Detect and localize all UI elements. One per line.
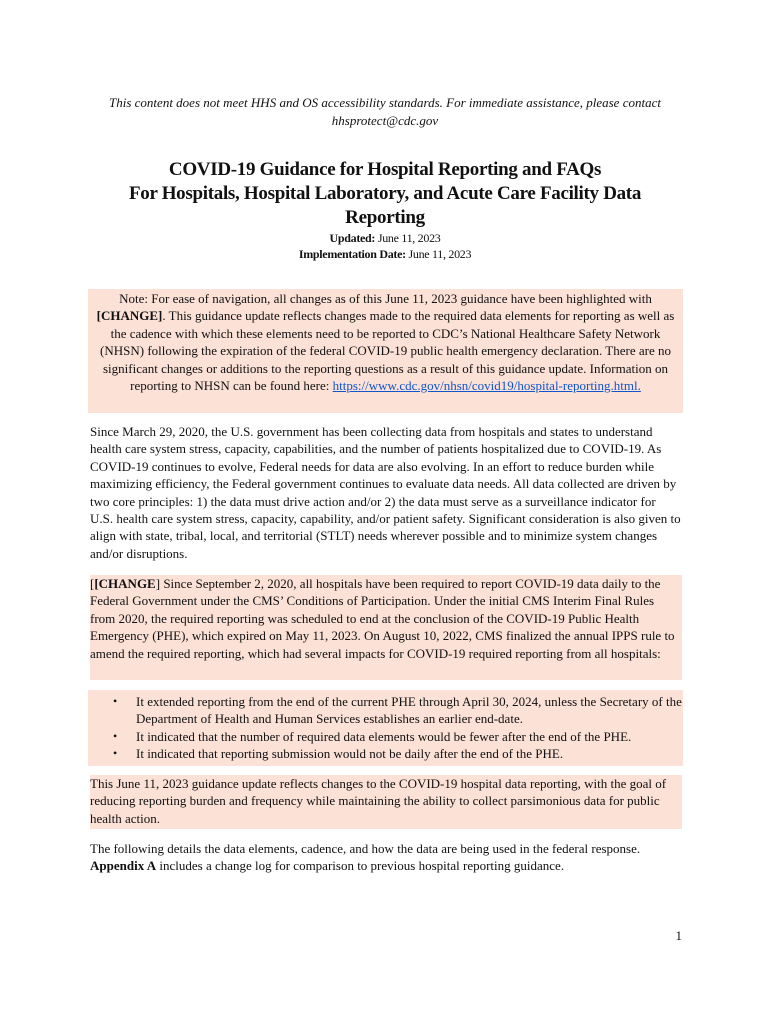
- implementation-value: June 11, 2023: [405, 247, 472, 261]
- list-item-text: It indicated that the number of required data elements would be fewer after the end of the PHE.: [136, 728, 632, 744]
- paragraph-guidance-update: This June 11, 2023 guidance update reflects changes to the COVID-19 hospital data reporting, with the goal of reducing reporting burden and frequency while maintaining the ability to collect parsimonious data for public health action.: [90, 775, 682, 829]
- implementation-date: [90, 246, 680, 262]
- list-item-text: It indicated that reporting submission would not be daily after the end of the PHE.: [136, 746, 564, 762]
- note-change-tag: [CHANGE]: [96, 308, 163, 324]
- note-text-start: Note: For ease of navigation, all changes as of this June 11, 2023 guidance have been highlighted with: [119, 291, 652, 306]
- title-line-3: Reporting: [345, 207, 425, 228]
- impacts-list: [88, 690, 683, 766]
- updated-date: [90, 230, 680, 246]
- implementation-label: Implementation Date:: [298, 247, 406, 261]
- accessibility-disclaimer: This content does not meet HHS and OS accessibility standards. For immediate assistance, please contact hhsprotect@cdc.gov: [109, 95, 661, 128]
- bullet-icon: •: [113, 694, 118, 708]
- list-item: [88, 693, 683, 728]
- bullet-icon: •: [113, 746, 118, 761]
- title-line-1: COVID-19 Guidance for Hospital Reporting and FAQs: [168, 159, 602, 180]
- page-number: 1: [675, 928, 682, 943]
- updated-value: June 11, 2023: [375, 231, 441, 245]
- list-item: [88, 728, 683, 745]
- nhsn-link[interactable]: https://www.cdc.gov/nhsn/covid19/hospital-reporting.html.: [332, 378, 641, 394]
- appendix-reference: Appendix A: [90, 858, 157, 874]
- paragraph-change-tag: [CHANGE: [94, 576, 156, 591]
- paragraph-details: [90, 840, 682, 875]
- paragraph-change-open: [: [90, 576, 95, 591]
- paragraph-change-reporting: [90, 575, 682, 680]
- note-text-mid: . This guidance update reflects changes made to the required data elements for reporting as well as the cadence with which these elements need to be reported to CDC’s National Healthcare Safety Network (NHSN) following the expiration of the federal COVID-19 public health emergency declaration. There are no significant changes or additions to the reporting questions as a result of this guidance update. Information on reporting to NHSN can be found here:: [100, 308, 675, 394]
- navigation-note: [88, 289, 683, 413]
- list-item: [88, 745, 683, 762]
- document-dates: [90, 230, 680, 262]
- details-text-end: includes a change log for comparison to previous hospital reporting guidance.: [156, 858, 565, 874]
- paragraph-background: Since March 29, 2020, the U.S. government has been collecting data from hospitals and states to understand health care system stress, capacity, capabilities, and the number of patients hospitalized due to COVID-19. As COVID-19 continues to evolve, Federal needs for data are also evolving. In an effort to reduce burden while maximizing efficiency, the Federal government continues to evaluate data needs. All data collected are driven by two core principles: 1) the data must drive action and/or 2) the data must serve as a surveillance indicator for U.S. health care system stress, capacity, capability, and/or patient safety. Significant consideration is also given to align with state, tribal, local, and territorial (STLT) needs wherever possible and to minimize system changes and/or disruptions.: [90, 424, 681, 561]
- document-title: [90, 158, 680, 230]
- bullet-icon: •: [113, 728, 118, 743]
- title-line-2: For Hospitals, Hospital Laboratory, and Acute Care Facility Data: [128, 183, 642, 204]
- updated-label: Updated:: [329, 231, 376, 245]
- list-item-text: It extended reporting from the end of the current PHE through April 30, 2024, unless the Secretary of the Department of Health and Human Services establishes an earlier end-date.: [136, 694, 682, 727]
- paragraph-change-text: Since September 2, 2020, all hospitals have been required to report COVID-19 data daily to the Federal Government under the CMS’ Conditions of Participation. Under the initial CMS Interim Final Rules from 2020, the required reporting was scheduled to end at the conclusion of the COVID-19 Public Health Emergency (PHE), which expired on May 11, 2023. On August 10, 2022, CMS finalized the annual IPPS rule to amend the required reporting, which had several impacts for COVID-19 required reporting from all hospitals:: [90, 576, 675, 661]
- details-text: The following details the data elements, cadence, and how the data are being used in the federal response.: [90, 841, 641, 856]
- paragraph-change-close: ]: [155, 576, 161, 591]
